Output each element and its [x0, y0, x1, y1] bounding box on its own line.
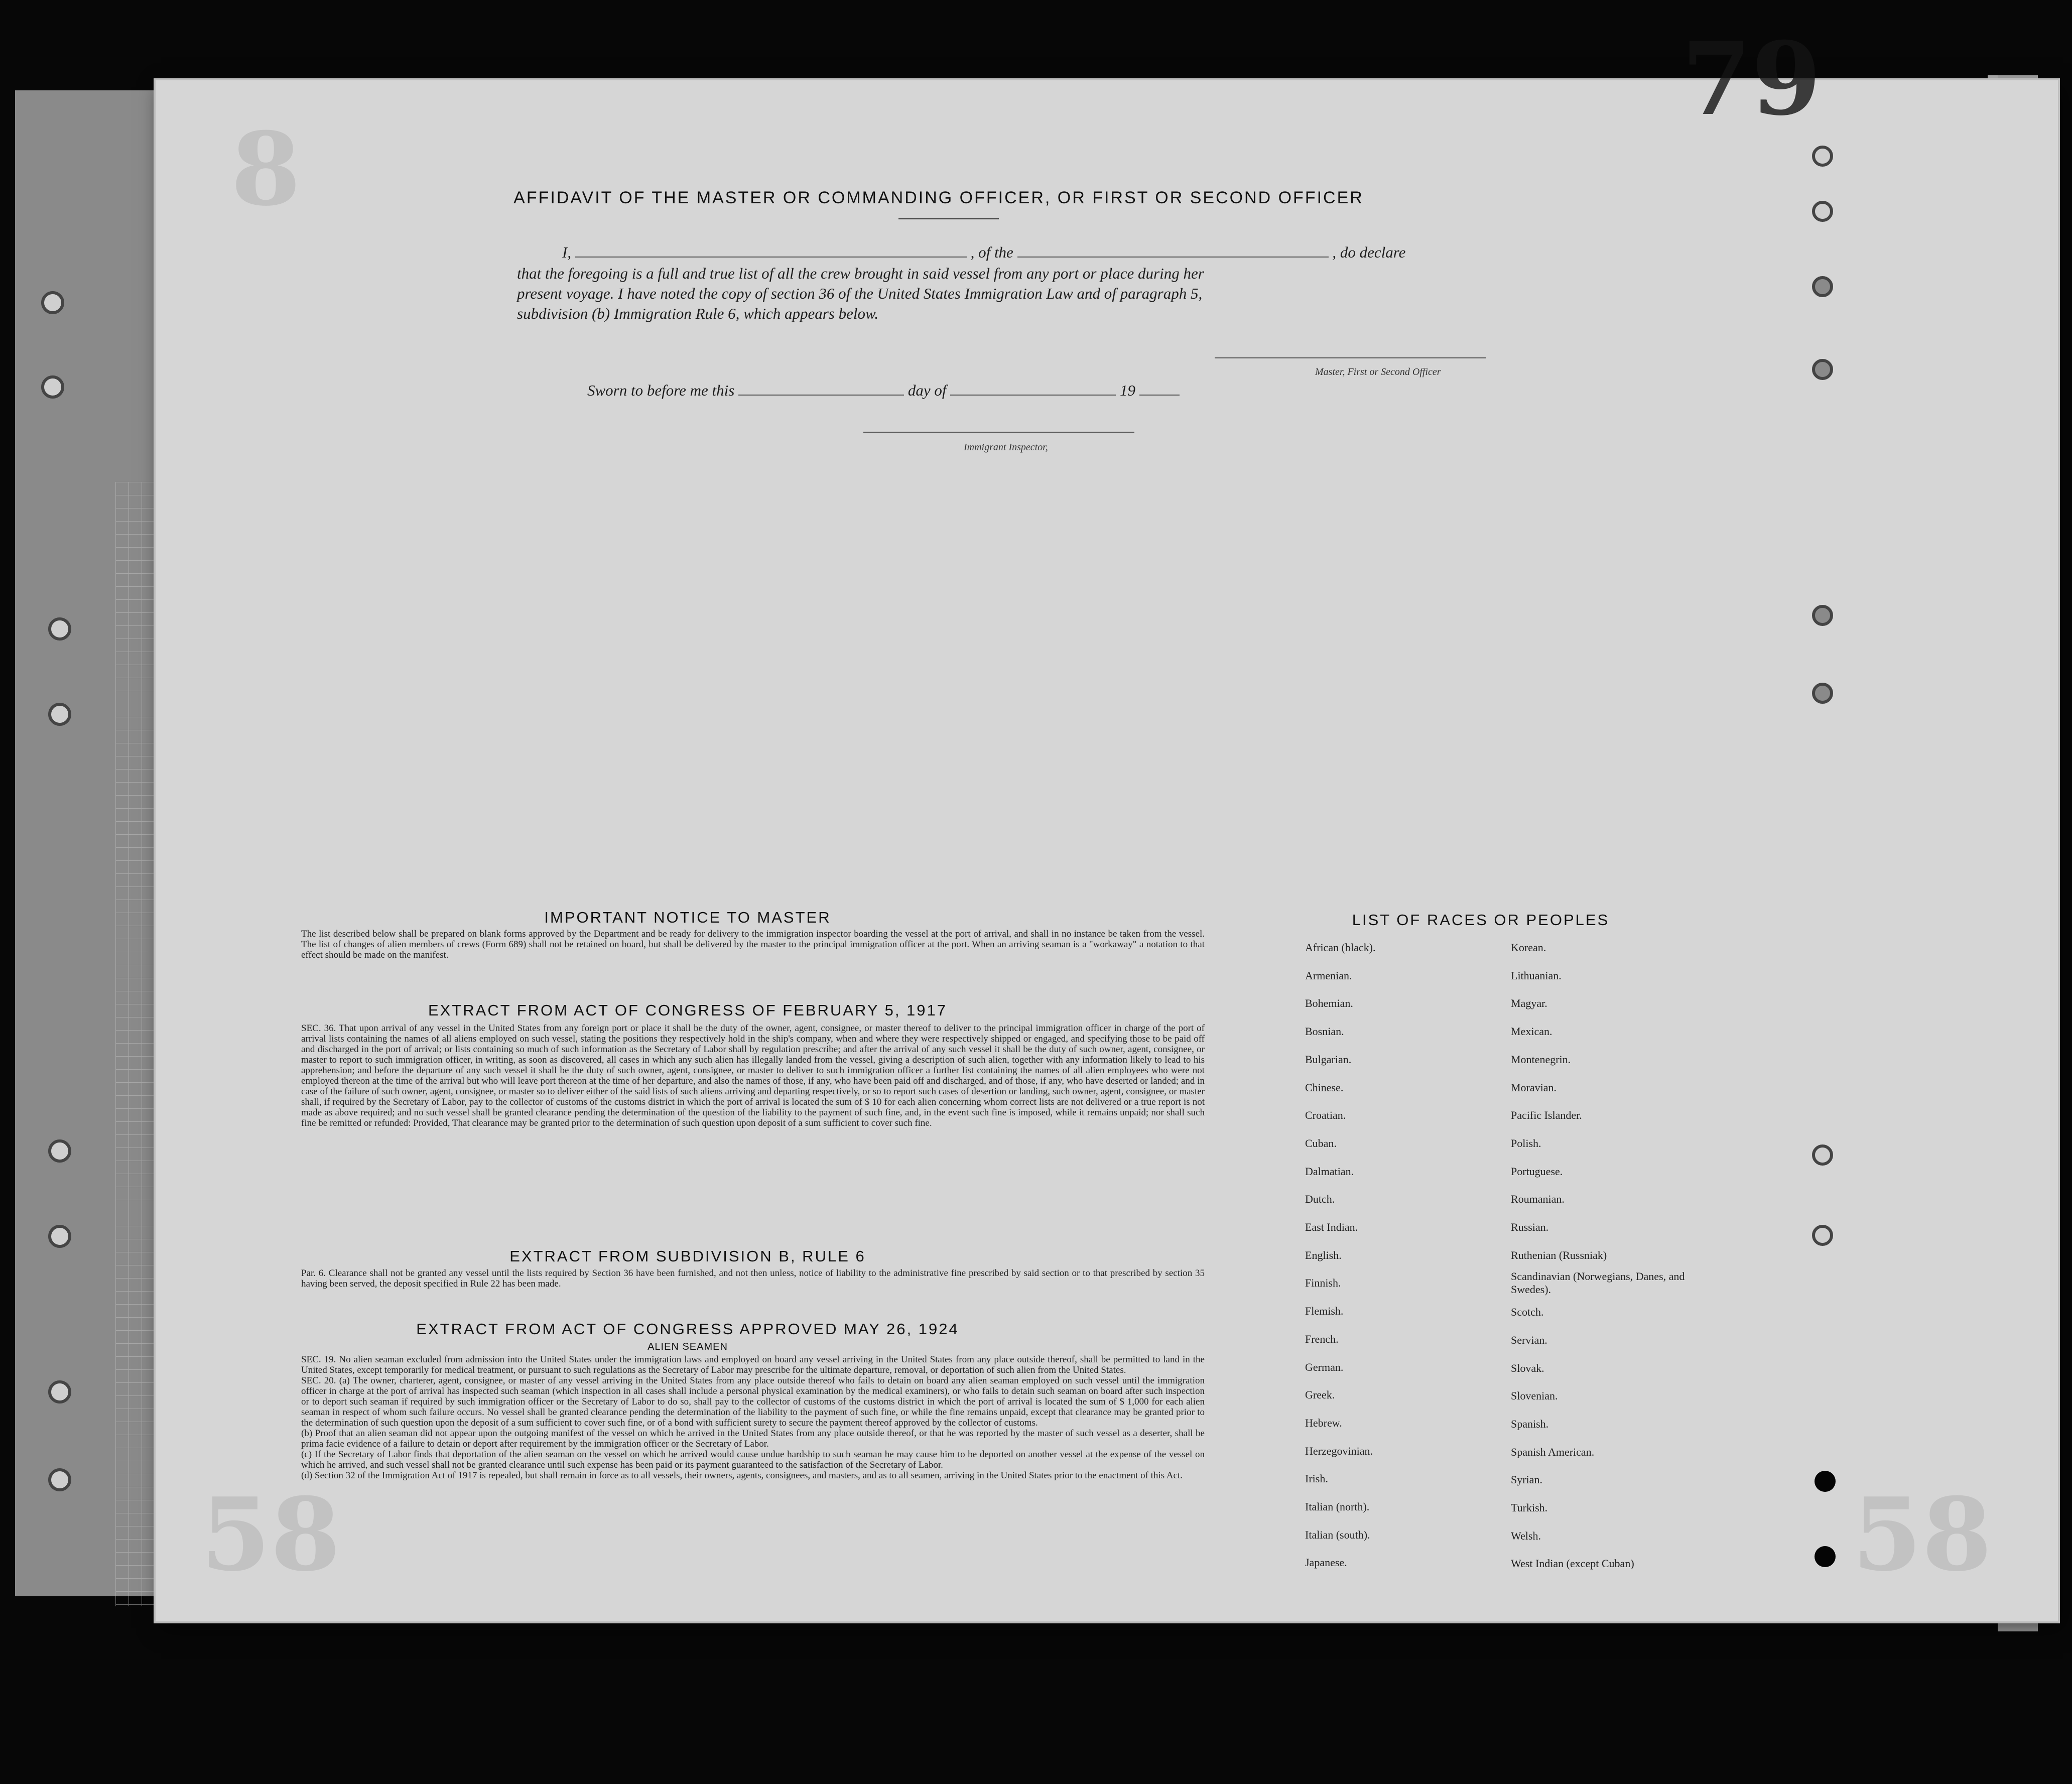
- binder-hole: [1812, 605, 1833, 626]
- notice-heading: IMPORTANT NOTICE TO MASTER: [544, 909, 831, 926]
- master-signature-line[interactable]: [1215, 357, 1486, 358]
- binder-hole: [48, 617, 71, 641]
- section-20a-text: SEC. 20. (a) The owner, charterer, agent, consignee, or master of any vessel arriving in the United States from any place outside thereof who fails to detain on board any alien seaman employed on such vessel until the immigration officer in charge at the port of arrival has inspected such seaman (which inspection in all cases shall include a personal physical examination by the medical examiners), or who fails to detain such seaman on board after such inspection or to deport such seaman if required by such immigration officer or the Secretary of Labor to do so, shall pay to the collector of customs of the customs district in which the port of arrival is located the sum of $ 1,000 for each alien seaman in respect of whom such failure occurs. No vessel shall be granted clearance pending the determination of the liability to the payment of such fine, or while the fine remains unpaid, except that clearance may be granted prior to the determination of such question upon the deposit of a sum sufficient to cover such fine, or of a bond with sufficient surety to secure the payment thereof approved by the collector of customs.: [301, 1375, 1205, 1428]
- affidavit-statement: [517, 264, 1496, 324]
- races-column-2: [1511, 934, 1692, 1578]
- race-item: Ruthenian (Russniak): [1511, 1248, 1607, 1261]
- binder-hole: [1812, 201, 1833, 222]
- race-item: Polish.: [1511, 1136, 1541, 1150]
- binder-hole: [1812, 276, 1833, 297]
- race-item: Montenegrin.: [1511, 1053, 1571, 1066]
- race-item: Dutch.: [1305, 1193, 1335, 1206]
- statement-line: that the foregoing is a full and true list of all the crew brought in said vessel from any port or place during her: [517, 265, 1204, 282]
- stamped-number-bottom-left: 58: [201, 1476, 341, 1594]
- notice-text: The list described below shall be prepared on blank forms approved by the Department and be ready for delivery to the immigration inspector boarding the vessel at the port of arrival, and shall in no instance be taken from the vessel. The list of changes of alien members of crews (Form 689) shall not be retained on board, but shall be delivered by the master to the principal immigration officer at the port. When an arriving seaman is a "workaway" a notation to that effect should be made on the manifest.: [301, 929, 1205, 960]
- section-20b-text: (b) Proof that an alien seaman did not appear upon the outgoing manifest of the vessel on which he arrived in the United States from any place outside thereof, or that he was reported by the master of such vessel as a deserter, shall be prima facie evidence of a failure to detain or deport after requirement by the immigration officer or the Secretary of Labor.: [301, 1428, 1205, 1449]
- binder-hole: [1812, 683, 1833, 704]
- race-item: Mexican.: [1511, 1025, 1552, 1038]
- race-item: Servian.: [1511, 1333, 1547, 1346]
- extract-1924-heading: EXTRACT FROM ACT OF CONGRESS APPROVED MAY 26, 1924: [416, 1320, 959, 1338]
- race-item: East Indian.: [1305, 1221, 1358, 1234]
- race-item: Herzegovinian.: [1305, 1444, 1373, 1457]
- binder-hole: [1812, 359, 1833, 380]
- race-item: Japanese.: [1305, 1556, 1347, 1569]
- binder-hole: [1812, 146, 1833, 167]
- races-heading: LIST OF RACES OR PEOPLES: [1352, 911, 1610, 929]
- race-item: Bohemian.: [1305, 997, 1353, 1010]
- binder-hole: [48, 1139, 71, 1163]
- race-item: Cuban.: [1305, 1136, 1337, 1150]
- extract-1917-heading: EXTRACT FROM ACT OF CONGRESS OF FEBRUARY 5, 1917: [428, 1001, 948, 1019]
- binder-hole: [1815, 1546, 1836, 1567]
- section-19-text: SEC. 19. No alien seaman excluded from admission into the United States under the immigration laws and employed on board any vessel arriving in the United States from any place outside thereof, shall be permitted to land in the United States, except temporarily for medical treatment, or pursuant to such regulations as the Secretary of Labor may prescribe for the ultimate departure, removal, or deportation of such alien from the United States.: [301, 1354, 1205, 1375]
- race-item: Bulgarian.: [1305, 1053, 1352, 1066]
- race-item: Italian (north).: [1305, 1500, 1370, 1513]
- extract-rule6-heading: EXTRACT FROM SUBDIVISION B, RULE 6: [509, 1247, 866, 1265]
- binder-hole: [1812, 1144, 1833, 1166]
- inspector-caption: Immigrant Inspector,: [964, 442, 1048, 453]
- statement-line: subdivision (b) Immigration Rule 6, which appears below.: [517, 305, 879, 322]
- race-item: Scotch.: [1511, 1306, 1544, 1319]
- race-item: Finnish.: [1305, 1277, 1341, 1290]
- binder-hole: [48, 1225, 71, 1248]
- race-item: Irish.: [1305, 1472, 1328, 1485]
- race-item: Croatian.: [1305, 1109, 1346, 1122]
- extract-1924-text: [301, 1354, 1205, 1481]
- day-of-label: day of: [908, 381, 947, 399]
- vessel-name-field[interactable]: [1017, 257, 1329, 258]
- race-item: Pacific Islander.: [1511, 1109, 1582, 1122]
- binder-hole: [48, 1380, 71, 1404]
- declarant-name-field[interactable]: [575, 257, 967, 258]
- race-item: Greek.: [1305, 1388, 1335, 1401]
- sworn-line: [587, 381, 1180, 400]
- race-item: Korean.: [1511, 941, 1546, 954]
- race-item: Bosnian.: [1305, 1025, 1344, 1038]
- graph-paper-strip: [115, 482, 161, 1606]
- extract-rule6-text: Par. 6. Clearance shall not be granted any vessel until the lists required by Section 36 have been furnished, and not then unless, notice of liability to the administrative fine prescribed by said section or to that prescribed by section 35 having been served, the deposit specified in Rule 22 has been made.: [301, 1268, 1205, 1289]
- binder-hole: [1812, 1225, 1833, 1246]
- do-declare-label: , do declare: [1332, 243, 1406, 261]
- i-label: I,: [562, 243, 572, 261]
- race-item: Spanish.: [1511, 1417, 1549, 1430]
- affidavit-heading-rule: [898, 218, 999, 219]
- race-item: Dalmatian.: [1305, 1165, 1354, 1178]
- race-item: Welsh.: [1511, 1529, 1541, 1542]
- race-item: Slovak.: [1511, 1361, 1544, 1374]
- stamped-number-bottom-right: 58: [1852, 1476, 1992, 1594]
- race-item: German.: [1305, 1360, 1344, 1373]
- race-item: Armenian.: [1305, 969, 1352, 982]
- binder-hole: [41, 291, 64, 314]
- races-column-1: [1305, 934, 1375, 1577]
- sworn-day-field[interactable]: [738, 395, 904, 396]
- section-20d-text: (d) Section 32 of the Immigration Act of 1917 is repealed, but shall remain in force as to all vessels, their owners, agents, consignees, and masters, and as to all seamen, arriving in the United States prior to the enactment of this Act.: [301, 1470, 1183, 1481]
- race-item: Chinese.: [1305, 1081, 1344, 1094]
- of-the-label: , of the: [970, 243, 1013, 261]
- race-item: English.: [1305, 1248, 1342, 1261]
- race-item: African (black).: [1305, 941, 1376, 954]
- race-item: Scandinavian (Norwegians, Danes, and Swedes).: [1511, 1270, 1685, 1296]
- master-caption: Master, First or Second Officer: [1315, 366, 1441, 377]
- section-20c-text: (c) If the Secretary of Labor finds that deportation of the alien seaman on the vessel on which he arrived would cause undue hardship to such seaman he may cause him to be deported on another vessel at the expense of the vessel on which he arrived, and such vessel shall not be granted clearance until such expense has been paid or its payment guaranteed to the satisfaction of the Secretary of Labor.: [301, 1449, 1205, 1470]
- affidavit-heading: AFFIDAVIT OF THE MASTER OR COMMANDING OFFICER, OR FIRST OR SECOND OFFICER: [513, 188, 1364, 207]
- stamped-number-top-right: 79: [1681, 20, 1822, 138]
- race-item: Turkish.: [1511, 1501, 1548, 1514]
- document-sheet: [156, 20, 2058, 1621]
- race-item: Moravian.: [1511, 1081, 1557, 1094]
- race-item: Russian.: [1511, 1221, 1549, 1234]
- declarant-line: [562, 243, 1405, 262]
- race-item: French.: [1305, 1332, 1339, 1345]
- race-item: West Indian (except Cuban): [1511, 1557, 1634, 1570]
- race-item: Slovenian.: [1511, 1389, 1558, 1403]
- race-item: Lithuanian.: [1511, 969, 1562, 982]
- race-item: Hebrew.: [1305, 1416, 1342, 1429]
- binder-hole: [1815, 1471, 1836, 1492]
- binder-hole: [48, 1468, 71, 1491]
- sworn-year-field[interactable]: [1139, 395, 1180, 396]
- race-item: Flemish.: [1305, 1305, 1344, 1318]
- stamped-number-top-left: 8: [231, 110, 301, 228]
- race-item: Magyar.: [1511, 997, 1547, 1010]
- statement-line: present voyage. I have noted the copy of section 36 of the United States Immigration Law and of paragraph 5,: [517, 285, 1203, 302]
- sworn-month-field[interactable]: [950, 395, 1116, 396]
- extract-1924-subheading: ALIEN SEAMEN: [648, 1341, 728, 1352]
- inspector-signature-line[interactable]: [863, 432, 1134, 433]
- sworn-label: Sworn to before me this: [587, 381, 735, 399]
- race-item: Portuguese.: [1511, 1165, 1563, 1178]
- race-item: Roumanian.: [1511, 1193, 1565, 1206]
- race-item: Spanish American.: [1511, 1445, 1595, 1458]
- race-item: Syrian.: [1511, 1473, 1542, 1486]
- binder-hole: [41, 375, 64, 399]
- year-label: 19: [1119, 381, 1135, 399]
- binder-hole: [48, 703, 71, 726]
- race-item: Italian (south).: [1305, 1528, 1370, 1541]
- extract-1917-text: SEC. 36. That upon arrival of any vessel in the United States from any foreign port or place it shall be the duty of the owner, agent, consignee, or master thereof to deliver to the principal immigration officer in charge of the port of arrival lists containing the names of all aliens employed on such vessel, stating the positions they respectively hold in the ship's company, when and where they were respectively shipped or engaged, and specifying those to be paid off and discharged in the port of arrival; or lists containing so much of such information as the Secretary of Labor shall by regulation prescribe; and after the arrival of any such vessel it shall be the duty of such owner, agent, consignee, or master to report to such immigration officer, in writing, as soon as discovered, all cases in which any such alien has illegally landed from the vessel, giving a description of such alien, together with any information likely to lead to his apprehension; and before the departure of any such vessel it shall be the duty of such owner, agent, consignee, or master to deliver to such immigration officer a further list containing the names of all alien employees who were not employed thereon at the time of the arrival but who will leave port thereon at the time of her departure, and also the names of those, if any, who have been paid off and discharged, and of those, if any, who have deserted or landed; and in case of the failure of such owner, agent, consignee, or master so to deliver either of the said lists of such aliens arriving and departing respectively, or so to report such cases of desertion or landing, such owner, agent, consignee, or master shall, if required by the Secretary of Labor, pay to the collector of customs of the customs district in which the port of arrival is located the sum of $ 10 for each alien concerning whom correct lists are not delivered or a true report is not made as above required; and no such vessel shall be granted clearance pending the determination of the question of the liability to the payment of such fine, and, in the event such fine is imposed, while it remains unpaid; nor shall such fine be remitted or refunded: Provided, That clearance may be granted prior to the determination of such question upon deposit of a sum sufficient to cover such fine.: [301, 1023, 1205, 1128]
